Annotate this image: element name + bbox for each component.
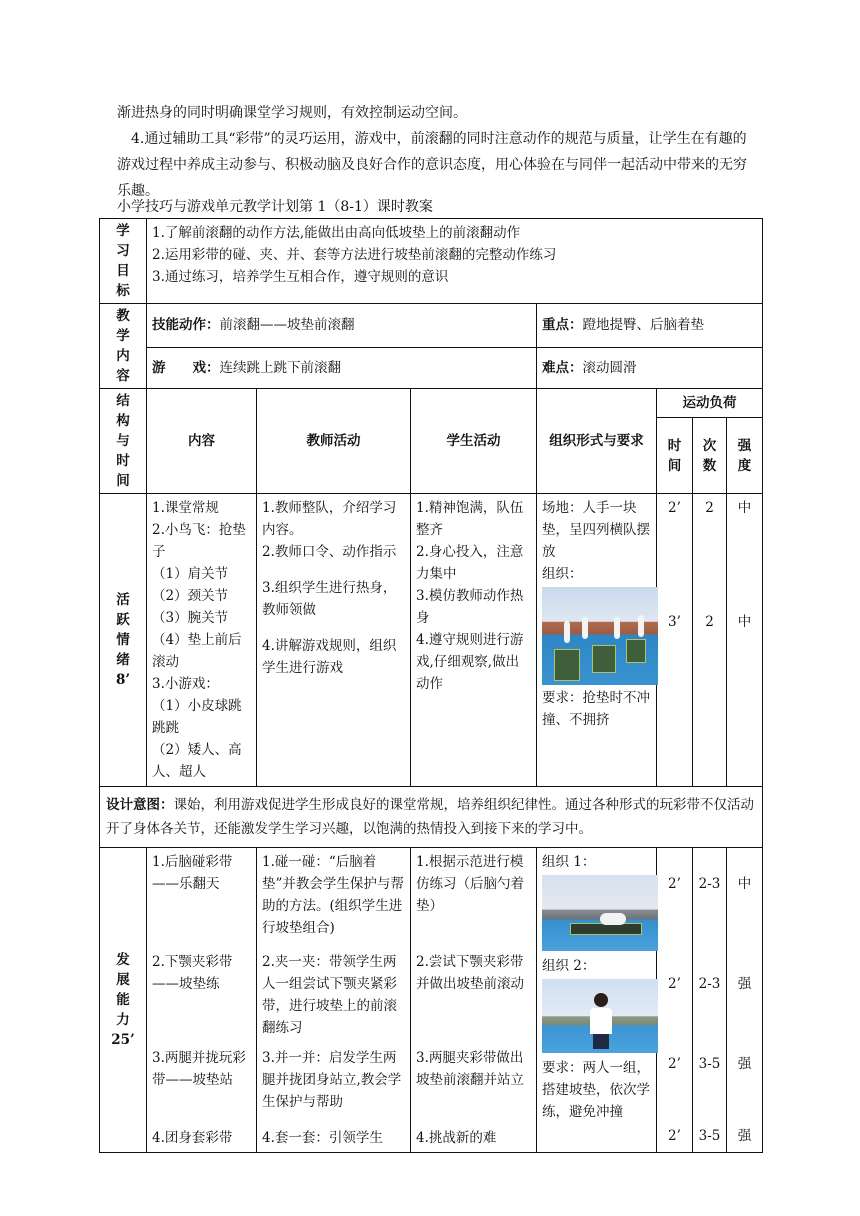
warmup-organization: 场地：人手一块垫，呈四列横队摆放 组织： 要求：抢垫时不冲撞、不拥挤 (537, 494, 657, 787)
structure-header: 结构与时间 (100, 389, 147, 494)
goal-item: 1.了解前滚翻的动作方法,能做出由高向低坡垫上的前滚翻动作 (152, 225, 521, 241)
goal-item: 3.通过练习，培养学生互相合作，遵守规则的意识 (152, 269, 449, 285)
game-label: 游 戏： (152, 359, 220, 376)
key-point-value: 蹬地提臀、后脑着垫 (582, 317, 704, 334)
development-content: 1.后脑碰彩带——乐翻天 2.下颚夹彩带——坡垫练 3.两腿并拢玩彩带——坡垫站 4.团身套彩带 (147, 848, 257, 1153)
count-header: 次数 (693, 418, 727, 494)
skill-label: 技能动作： (152, 317, 220, 334)
section-development-time: 25’ (111, 1032, 135, 1048)
content-header: 内容 (147, 389, 257, 494)
skill-value: 前滚翻——坡垫前滚翻 (219, 317, 355, 334)
organization-header: 组织形式与要求 (537, 389, 657, 494)
intro-line-1: 渐进热身的同时明确课堂学习规则，有效控制运动空间。 (117, 105, 467, 121)
skill-cell (147, 304, 537, 348)
slope-mat-roll-photo (542, 875, 658, 951)
design-intent (100, 787, 763, 848)
warmup-student-activity: 1.精神饱满，队伍整齐 2.身心投入，注意力集中 3.模仿教师动作热身 4.遵守规则进行游戏,仔细观察,做出动作 (411, 494, 537, 787)
warmup-time: 2’ 3’ (657, 494, 693, 787)
warmup-formation-photo (542, 587, 658, 685)
content-label: 教学内容 (100, 304, 147, 389)
game-value: 连续跳上跳下前滚翻 (219, 359, 341, 376)
intro-text (117, 100, 757, 204)
warmup-intensity: 中 中 (727, 494, 763, 787)
development-organization: 组织 1： 组织 2： 要求：两人一组，搭建坡垫，依次学练，避免冲撞 (537, 848, 657, 1153)
difficulty-value: 滚动圆滑 (582, 359, 637, 376)
intensity-header: 强度 (727, 418, 763, 494)
exercise-load-header: 运动负荷 (657, 389, 763, 418)
goal-item: 2.运用彩带的碰、夹、并、套等方法进行坡垫前滚翻的完整动作练习 (152, 247, 557, 263)
difficulty-cell (537, 347, 763, 388)
key-point-cell (537, 304, 763, 348)
design-intent-text: 课始，利用游戏促进学生形成良好的课堂常规，培养组织纪律性。通过各种形式的玩彩带不仅活动开了身体各关节，还能激发学生学习兴趣，以饱满的热情投入到接下来的学习中。 (106, 797, 754, 837)
student-activity-header: 学生活动 (411, 389, 537, 494)
student-standing-photo (542, 979, 658, 1053)
teacher-activity-header: 教师活动 (257, 389, 411, 494)
section-warmup-time: 8’ (115, 672, 131, 688)
development-time: 2’ 2’ 2’ 2’ (657, 848, 693, 1153)
development-intensity: 中 强 强 强 (727, 848, 763, 1153)
intro-paragraph-4: 4.通过辅助工具“彩带”的灵巧运用，游戏中，前滚翻的同时注意动作的规范与质量，让学生在有趣的游戏过程中养成主动参与、积极动脑及良好合作的意识态度，用心体验在与同伴一起活动中带来的无穷乐趣。 (117, 131, 747, 199)
goals-content (147, 219, 763, 304)
development-teacher-activity: 1.碰一碰：“后脑着垫”并教会学生保护与帮助的方法。(组织学生进行坡垫组合) 2.夹一夹：带领学生两人一组尝试下颚夹紧彩带，进行坡垫上的前滚翻练习 3.并一并：启发学生两腿并拢团身站立,教会学生保护与帮助 4.套一套：引领学生 (257, 848, 411, 1153)
warmup-count: 2 2 (693, 494, 727, 787)
warmup-teacher-activity: 1.教师整队，介绍学习内容。 2.教师口令、动作指示 3.组织学生进行热身，教师领做 4.讲解游戏规则，组织学生进行游戏 (257, 494, 411, 787)
warmup-content: 1.课堂常规 2.小鸟飞：抢垫子 （1）肩关节 （2）颈关节 （3）腕关节 （4）垫上前后滚动 3.小游戏： （1）小皮球跳跳跳 （2）矮人、高人、超人 (147, 494, 257, 787)
lesson-plan-table (99, 218, 763, 1153)
development-count: 2-3 2-3 3-5 3-5 (693, 848, 727, 1153)
design-intent-label: 设计意图： (106, 797, 174, 813)
section-development-label: 发展能力 25’ (100, 848, 147, 1153)
lesson-plan-title: 小学技巧与游戏单元教学计划第 1（8-1）课时教案 (117, 199, 433, 215)
goals-label: 学习目标 (100, 219, 147, 304)
section-warmup-label: 活跃情绪 8’ (100, 494, 147, 787)
development-student-activity: 1.根据示范进行模仿练习（后脑勺着垫） 2.尝试下颚夹彩带并做出坡垫前滚动 3.两腿夹彩带做出坡垫前滚翻并站立 4.挑战新的难 (411, 848, 537, 1153)
game-cell (147, 347, 537, 388)
time-header: 时间 (657, 418, 693, 494)
key-point-label: 重点： (542, 317, 583, 334)
difficulty-label: 难点： (542, 359, 583, 376)
